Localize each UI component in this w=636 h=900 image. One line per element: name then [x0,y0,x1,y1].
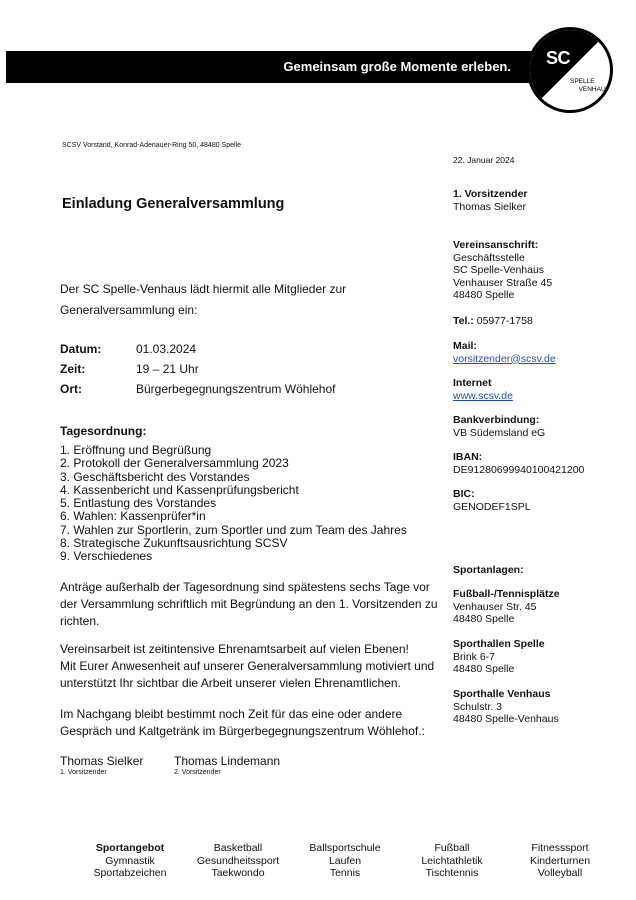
footer-item: Gesundheitssport [196,854,280,867]
mail-label: Mail: [453,340,477,352]
footer-item: Laufen [328,854,362,867]
phone-label: Tel.: [453,315,474,327]
bic-value: GENODEF1SPL [453,500,531,513]
footer-item: Sportabzeichen [93,867,167,879]
address-block [453,239,552,302]
agenda-item: 2. Protokoll der Generalversammlung 2023 [60,456,289,471]
bic-block [453,488,531,513]
agenda-item: 9. Verschiedenes [60,549,153,564]
agenda-item: 8. Strategische Zukunftsausrichtung SCSV [60,536,288,551]
facilities-label: Sportanlagen: [453,564,524,576]
signature-2 [174,754,280,777]
header-banner [6,51,566,83]
phone-block [453,315,533,328]
address-line: Venhauser Straße 45 [453,276,553,289]
slogan: Gemeinsam große Momente erleben. [283,59,511,74]
signature-role: 1. Vorsitzender [60,769,107,776]
signature-role: 2. Vorsitzender [174,769,221,776]
letter-title: Einladung Generalversammlung [62,196,285,212]
logo-line-1: SPELLE [570,78,595,85]
facility-line: Brink 6-7 [453,650,496,663]
signature-name: Thomas Sielker [60,754,144,768]
address-line: 48480 Spelle [453,289,515,301]
facility-line: 48480 Spelle-Venhaus [453,713,559,725]
chairman-block [453,188,528,213]
footer-item: Ballsportschule [309,842,381,854]
agenda-item: 7. Wahlen zur Sportlerin, zum Sportler und zum Team des Jahres [60,522,407,537]
place-label: Ort: [60,382,82,396]
bank-block [453,414,545,439]
intro-text: Der SC Spelle-Venhaus lädt hiermit alle Mitglieder zur Generalversammlung ein: [60,282,347,317]
footer-column [192,842,284,880]
footer-item: Fitnesssport [531,842,589,854]
website-link[interactable]: www.scsv.de [453,389,513,402]
footer-item: Taekwondo [211,867,265,879]
chairman-name: Thomas Sielker [453,200,526,213]
footer-column [88,842,172,880]
bic-label: BIC: [453,488,475,500]
facility-block [453,638,545,676]
footer-column [524,842,596,880]
volunteer-line-1: Vereinsarbeit ist zeitintensive Ehrenamtsarbeit auf vielen Ebenen! [60,642,409,656]
agenda-item: 5. Entlastung des Vorstandes [60,496,217,511]
chairman-label: 1. Vorsitzender [453,188,528,200]
date-label: Datum: [60,342,102,356]
phone-number: 05977-1758 [476,315,533,327]
bank-name: VB Südemsland eG [453,426,546,439]
footer-heading: Sportangebot [95,842,165,854]
facility-block [453,588,560,626]
volunteer-line-2: Mit Eurer Anwesenheit auf unserer Generalversammlung motiviert und unterstützt Ihr sichtbar die Arbeit unserer vielen Ehrenamtlichen. [60,659,435,690]
signature-1 [60,754,143,777]
internet-block [453,377,513,402]
footer-item: Volleyball [537,867,583,879]
facility-name: Sporthallen Spelle [453,638,545,650]
iban-block [453,451,584,476]
club-logo [527,27,613,113]
facilities-heading [453,564,524,577]
sender-line: SCSV Vorstand, Konrad-Adenauer-Ring 50, 48480 Spelle [62,142,242,149]
footer-item: Kinderturnen [529,854,591,867]
facility-line: 48480 Spelle [453,663,515,675]
footer-column [300,842,390,880]
footer-item: Gymnastik [105,854,155,867]
facility-block [453,688,559,726]
motions-paragraph: Anträge außerhalb der Tagesordnung sind spätestens sechs Tage vor der Versammlung schriftlich mit Begründung an den 1. Vorsitzenden zu richten. [60,580,438,628]
letter-date: 22. Januar 2024 [453,155,515,165]
volunteer-paragraph [60,641,440,692]
mail-block [453,340,556,365]
facility-line: 48480 Spelle [453,613,515,625]
place-value: Bürgerbegegnungszentrum Wöhlehof [136,382,336,396]
logo-black-half [530,30,610,110]
logo-sc-text: SC [546,48,571,68]
mail-link[interactable]: vorsitzender@scsv.de [453,352,556,365]
footer-column [412,842,492,880]
iban-value: DE91280699940100421200 [453,463,585,476]
footer-item: Tennis [329,867,361,879]
agenda-item: 4. Kassenbericht und Kassenprüfungsbericht [60,482,299,497]
footer-item: Fußball [434,842,470,854]
internet-label: Internet [453,377,492,389]
iban-label: IBAN: [453,451,483,463]
address-line: SC Spelle-Venhaus [453,264,545,276]
agenda-item: 3. Geschäftsbericht des Vorstandes [60,469,250,484]
agenda-item: 1. Eröffnung und Begrüßung [60,443,212,457]
footer-item: Basketball [213,842,263,854]
bank-label: Bankverbindung: [453,414,540,426]
logo-line-2: VENHAUS [578,86,610,93]
footer-item: Tischtennis [425,867,479,879]
facility-name: Sporthalle Venhaus [453,688,551,700]
facility-line: Schulstr. 3 [453,700,503,713]
address-line: Geschäftsstelle [453,251,525,264]
address-label: Vereinsanschrift: [453,239,539,251]
facility-line: Venhauser Str. 45 [453,600,537,613]
date-value: 01.03.2024 [136,342,197,356]
closing-paragraph: Im Nachgang bleibt bestimmt noch Zeit für das eine oder andere Gespräch und Kaltgetränk im Bürgerbegegnungszentrum Wöhlehof.: [60,707,425,738]
time-value: 19 – 21 Uhr [136,362,199,376]
time-label: Zeit: [60,362,86,376]
facility-name: Fußball-/Tennisplätze [453,588,560,600]
agenda-title: Tagesordnung: [60,424,147,438]
signature-name: Thomas Lindemann [174,754,281,768]
agenda-item: 6. Wahlen: Kassenprüfer*in [60,509,206,524]
agenda-list [60,444,407,564]
footer-item: Leichtathletik [421,854,483,867]
